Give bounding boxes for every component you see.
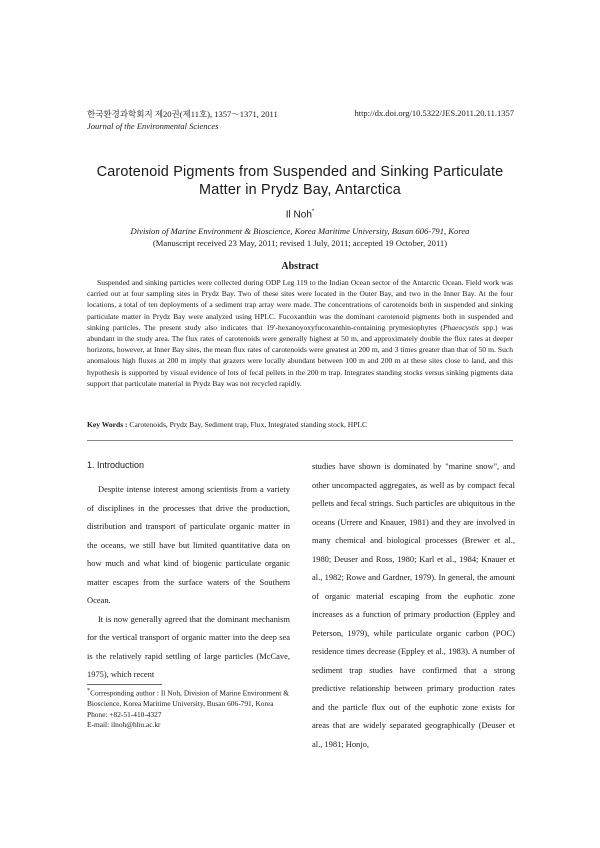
footnote-email[interactable]: E-mail: ilnoh@hhu.ac.kr <box>87 720 161 730</box>
running-header <box>87 108 278 132</box>
author-name: Il Noh <box>285 209 312 221</box>
footnote-mark: * <box>87 688 91 694</box>
author-mark: * <box>311 209 315 215</box>
abstract-part-2: spp.) was abundant in the study area. The flux rates of carotenoids were generally highest at 50 m, and approximately double the flux rates at deeper horizons, however, at Inner Bay sites, the mean flux rates of carotenoids were greatest at 200 m, and 3 times greater than that of 50 m. Such anomalous high fluxes at 200 m imply that grazers were locally abundant between 100 m and 200 m at these sites close to land, and this hypothesis is supported by visual evidence of lots of fecal pellets in the 200 m trap. Integrates standing stocks versus sinking pigments data support that particulate material in Prydz Bay was not recycled rapidly. <box>87 322 513 388</box>
abstract-body <box>87 277 513 389</box>
left-column <box>87 480 290 684</box>
footnote-phone: Phone: +82-51-410-4327 <box>87 709 162 719</box>
intro-paragraph-1: Despite intense interest among scientists from a variety of disciplines in the processes that drive the production, distribution and transport of particulate organic matter in the oceans, we still have but limited quantitative data on how much and what kind of biogenic particulate organic matter escapes from the surface waters of the Southern Ocean. <box>87 484 290 605</box>
title-line-1: Carotenoid Pigments from Suspended and Sinking Particulate <box>96 164 504 180</box>
manuscript-dates: (Manuscript received 23 May, 2011; revised 1 July, 2011; accepted 19 October, 2011) <box>152 238 448 248</box>
footnote-line-1: Corresponding author : Il Noh, Division of Marine Environment & Bioscience, Korea Maritime University, Busan 606-791, Korea <box>87 688 289 709</box>
abstract-heading: Abstract <box>281 261 319 272</box>
author <box>0 209 600 220</box>
paper-title <box>60 163 540 199</box>
footnote <box>87 686 289 731</box>
keywords-label: Key Words : <box>87 420 128 429</box>
keywords <box>87 420 517 429</box>
keywords-text: Carotenoids, Prydz Bay, Sediment trap, Flux, Integrated standing stock, HPLC <box>127 420 368 429</box>
title-line-2: Matter in Prydz Bay, Antarctica <box>199 182 401 198</box>
abstract-italic: Phaeocystis <box>442 322 479 332</box>
doi-link[interactable]: http://dx.doi.org/10.5322/JES.2011.20.11.1357 <box>354 108 514 118</box>
section-heading-introduction: 1. Introduction <box>87 460 145 470</box>
footnote-rule <box>87 684 162 685</box>
abstract-part-1: Suspended and sinking particles were collected during ODP Leg 119 to the Indian Ocean sector of the Antarctic Ocean. Field work was carried out at four sampling sites in Prydz Bay. Two of these sites were located in the Outer Bay, and two in the Inner Bay. At the four locations, a total of ten deployments of a sediment trap array were made. The concentrations of carotenoids both in suspended and sinking particulate matter in Prydz Bay were analyzed using HPLC. Fucoxanthin was the dominant carotenoid pigments both in suspended and sinking particles. The present study also indicates that 19′-hexanoyoxyfucoxanthin-containing prymesiophytes ( <box>87 278 513 332</box>
journal-name: Journal of the Environmental Sciences <box>87 121 219 131</box>
right-column <box>312 457 515 753</box>
intro-paragraph-2: It is now generally agreed that the dominant mechanism for the vertical transport of organic matter into the deep sea is the relatively rapid settling of large particles (McCave, 1975), which recent <box>87 613 290 679</box>
footnote-corresponding <box>87 686 289 710</box>
intro-paragraph-3: studies have shown is dominated by "marine snow", and other uncompacted aggregates, as well as by compact fecal pellets and fecal strings. Such particles are ubiquitous in the oceans (Urrere and Knauer, 1981) and they are involved in many chemical and biological processes (Brewer et al., 1980; Deuser and Ross, 1980; Karl et al., 1984; Knauer et al., 1982; Rowe and Gardner, 1979). In general, the amount of organic material escaping from the euphotic zone increases as a function of primary production (Eppley and Peterson, 1979), while particulate organic carbon (POC) residence times decrease (Eppley et al., 1983). A number of sediment trap studies have confirmed that a strong predictive relationship between primary production rates and the particle flux out of the euphotic zone exists for areas that are widely separated geographically (Deuser et al., 1981; Honjo, <box>312 461 515 749</box>
citation: 한국환경과학회지 제20권(제11호), 1357～1371, 2011 <box>87 109 278 119</box>
section-divider <box>87 440 513 441</box>
affiliation: Division of Marine Environment & Bioscience, Korea Maritime University, Busan 606-791, Korea <box>130 226 470 236</box>
